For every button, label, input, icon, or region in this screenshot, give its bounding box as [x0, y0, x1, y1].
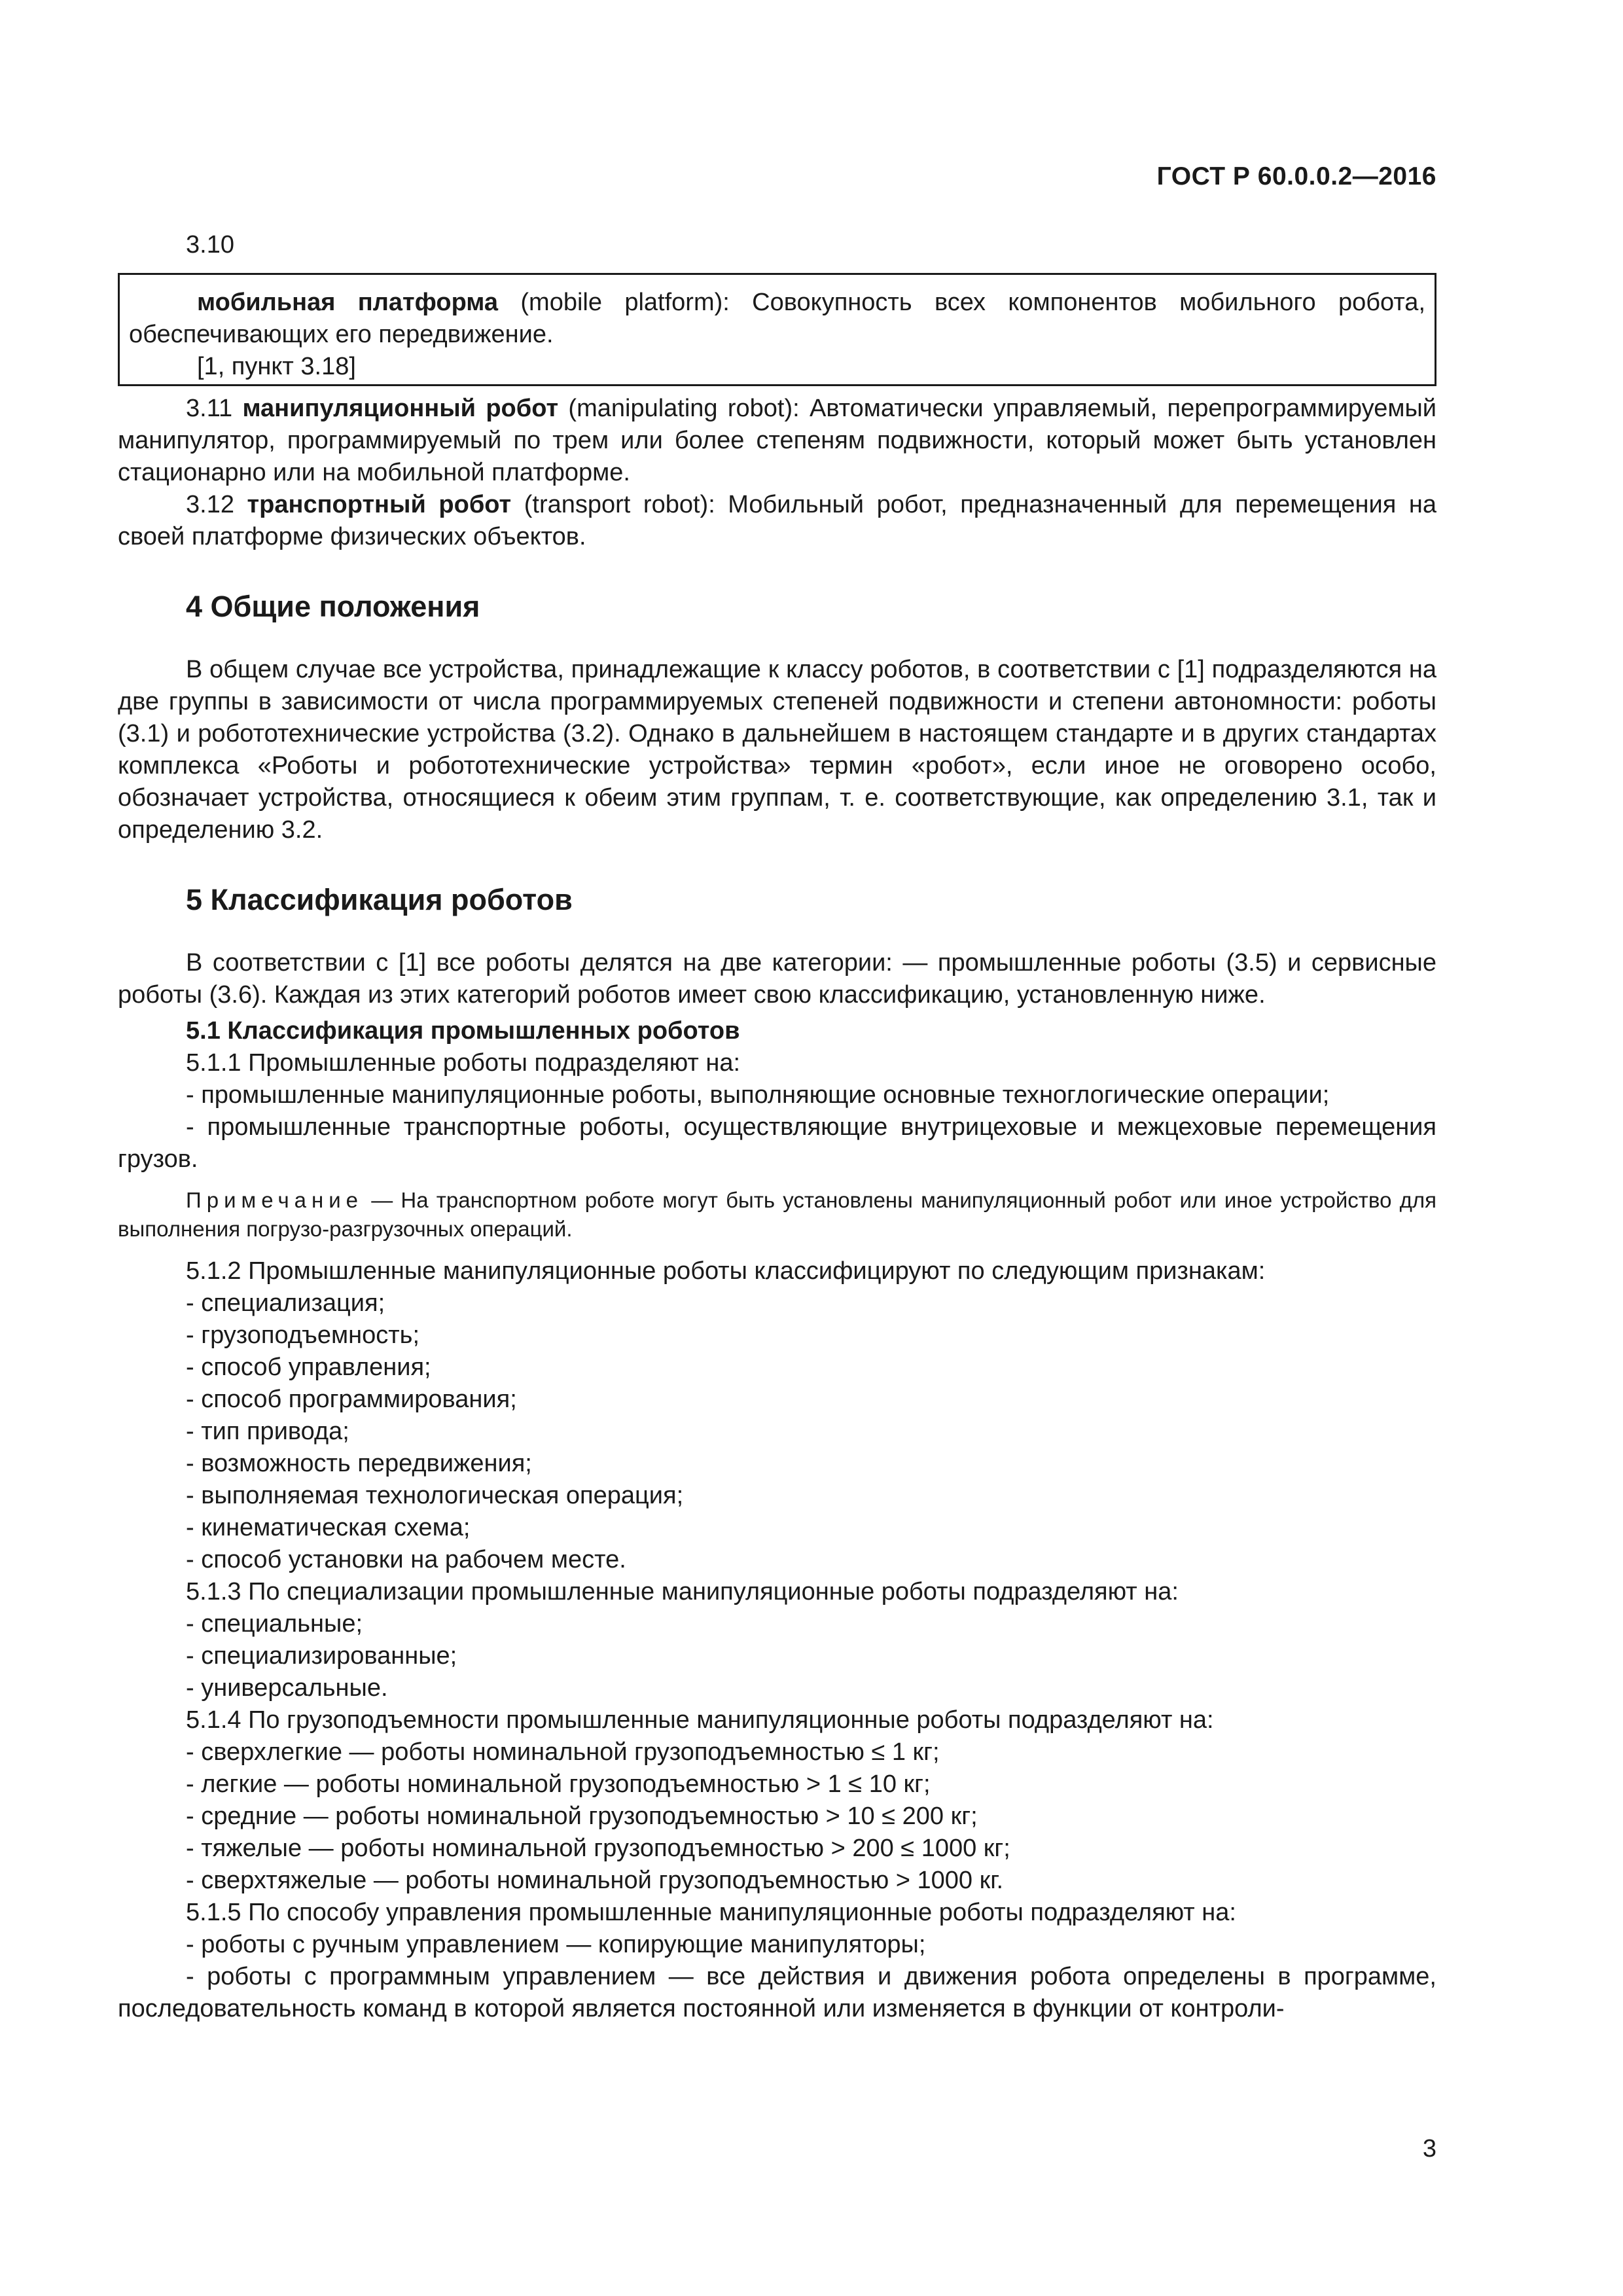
subsection-5-1-heading: 5.1 Классификация промышленных роботов [186, 1017, 740, 1045]
term-3-12-text: : Мобильный робот, предназначенный для перемещения на своей платформе физических объектов. [118, 491, 1436, 550]
list-item: - возможность передвижения; [186, 1450, 532, 1477]
section-5-intro: В соответствии с [1] все роботы делятся на две категории: — промышленные роботы (3.5) и сервисные роботы (3.6). Каждая из этих категорий роботов имеет свою классификацию, установленную ниже. [118, 949, 1436, 1009]
list-item: - легкие — роботы номинальной грузоподъемностью > 1 ≤ 10 кг; [186, 1770, 931, 1798]
term-3-10-box [118, 273, 1436, 386]
term-3-11 [118, 393, 1436, 489]
list-item: - промышленные манипуляционные роботы, выполняющие основные техноглогические операции; [186, 1081, 1330, 1109]
list-item: - способ программирования; [186, 1386, 517, 1413]
clause-5-1-1: 5.1.1 Промышленные роботы подразделяют на: [186, 1049, 741, 1077]
document-page [118, 0, 1436, 2296]
clause-5-1-2: 5.1.2 Промышленные манипуляционные роботы классифицируют по следующим признакам: [186, 1257, 1266, 1285]
list-item: - специальные; [186, 1610, 363, 1638]
term-3-10-text: : Совокупность всех компонентов мобильного робота, обеспечивающих его передвижение. [129, 289, 1425, 348]
list-item: - специализированные; [186, 1642, 457, 1670]
note-label: Примечание [186, 1188, 364, 1212]
term-3-12-term: транспортный робот [247, 491, 512, 518]
clause-5-1-4: 5.1.4 По грузоподъемности промышленные манипуляционные роботы подразделяют на: [186, 1706, 1214, 1734]
standard-code-header: ГОСТ Р 60.0.0.2—2016 [1156, 162, 1436, 190]
document-body [118, 229, 1436, 2025]
term-3-11-english: (manipulating robot) [558, 395, 793, 422]
list-item: - сверхлегкие — роботы номинальной грузоподъемностью ≤ 1 кг; [186, 1738, 940, 1766]
section-4-paragraph: В общем случае все устройства, принадлежащие к классу роботов, в соответствии с [1] подразделяются на две группы в зависимости от числа программируемых степеней подвижности и степени автономности: роботы (3.1) и робототехнические устройства (3.2). Однако в дальнейшем в настоящем стандарте и в других стандартах комплекса «Роботы и робототехнические устройства» термин «робот», если иное не оговорено особо, обозначает устройства, относящиеся к обеим этим группам, т. е. соответствующие, как определению 3.1, так и определению 3.2. [118, 656, 1436, 844]
note [118, 1186, 1436, 1244]
list-item: - универсальные. [186, 1674, 388, 1702]
list-item: - средние — роботы номинальной грузоподъемностью > 10 ≤ 200 кг; [186, 1803, 978, 1830]
list-item: - выполняемая технологическая операция; [186, 1482, 684, 1509]
note-text: — На транспортном роботе могут быть установлены манипуляционный робот или иное устройство для выполнения погрузо-разгрузочных операций. [118, 1188, 1436, 1241]
term-3-10-number: 3.10 [186, 231, 234, 259]
list-item: - способ установки на рабочем месте. [186, 1546, 626, 1573]
list-item: - способ управления; [186, 1354, 431, 1381]
term-3-10-term: мобильная платформа [197, 289, 499, 316]
list-item: - роботы с программным управлением — все действия и движения робота определены в программе, последовательность команд в которой является постоянной или изменяется в функции от контроли- [118, 1963, 1436, 2022]
list-item: - кинематическая схема; [186, 1514, 471, 1541]
term-3-10-source: [1, пункт 3.18] [197, 353, 356, 380]
clause-5-1-3: 5.1.3 По специализации промышленные манипуляционные роботы подразделяют на: [186, 1578, 1179, 1605]
section-5-heading: 5 Классификация роботов [186, 883, 573, 916]
page-number: 3 [1422, 2135, 1436, 2162]
term-3-12-english: (transport robot) [511, 491, 709, 518]
list-item: - специализация; [186, 1289, 385, 1317]
term-3-11-text: : Автоматически управляемый, перепрограммируемый манипулятор, программируемый по трем или более степеням подвижности, который может быть установлен стационарно или на мобильной платформе. [118, 395, 1436, 486]
term-3-12-number: 3.12 [186, 491, 247, 518]
term-3-10-definition [129, 287, 1425, 351]
list-item: - тяжелые — роботы номинальной грузоподъемностью > 200 ≤ 1000 кг; [186, 1835, 1010, 1862]
section-4-heading: 4 Общие положения [186, 590, 480, 623]
list-item: - промышленные транспортные роботы, осуществляющие внутрицеховые и межцеховые перемещения грузов. [118, 1113, 1436, 1173]
list-item: - тип привода; [186, 1418, 349, 1445]
term-3-12 [118, 489, 1436, 553]
list-item: - грузоподъемность; [186, 1321, 420, 1349]
term-3-10-english: (mobile platform) [498, 289, 723, 316]
term-3-11-term: манипуляционный робот [242, 395, 559, 422]
term-3-11-number: 3.11 [186, 395, 243, 422]
clause-5-1-5: 5.1.5 По способу управления промышленные манипуляционные роботы подразделяют на: [186, 1899, 1236, 1926]
list-item: - сверхтяжелые — роботы номинальной грузоподъемностью > 1000 кг. [186, 1867, 1004, 1894]
list-item: - роботы с ручным управлением — копирующие манипуляторы; [186, 1931, 926, 1958]
